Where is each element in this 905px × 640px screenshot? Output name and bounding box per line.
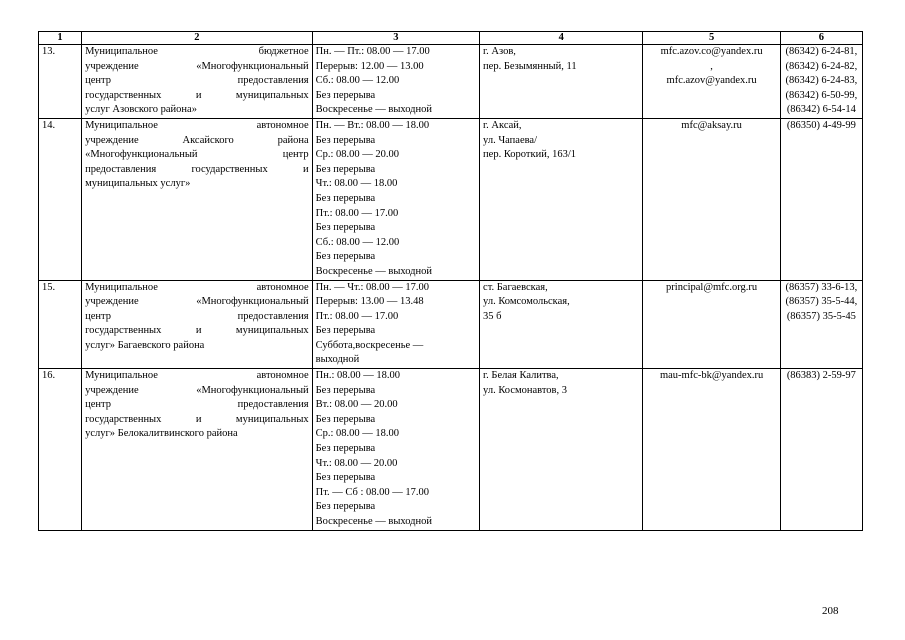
phones-line: (86357) 35-5-45 xyxy=(786,310,856,322)
email-line: , xyxy=(710,60,713,72)
email-line: mau-mfc-bk@yandex.ru xyxy=(659,370,764,382)
email-line: mfc.azov@yandex.ru xyxy=(666,75,757,87)
schedule-line: Перерыв: 13.00 — 13.48 xyxy=(315,296,424,308)
header-cell-4: 4 xyxy=(480,32,643,45)
schedule-line: Пт.: 08.00 — 17.00 xyxy=(315,207,399,219)
schedule-line: Без перерыва xyxy=(315,443,376,455)
phone-cell xyxy=(780,45,862,119)
schedule-cell xyxy=(312,280,479,369)
org-line: предоставления государственных и xyxy=(85,163,309,175)
org-line: государственных и муниципальных xyxy=(85,89,309,101)
schedule-line: Пн. — Вт.: 08.00 — 18.00 xyxy=(315,119,430,131)
organization-cell xyxy=(82,369,313,531)
row-number-cell: 14. xyxy=(39,118,82,280)
schedule-line: Без перерыва xyxy=(315,384,376,396)
address-line: ст. Багаевская, xyxy=(483,281,548,293)
schedule-line: Без перерыва xyxy=(315,251,376,263)
schedule-line: Сб.: 08.00 — 12.00 xyxy=(315,236,400,248)
org-line: услуг» Белокалитвинского района xyxy=(85,428,238,440)
schedule-line: Без перерыва xyxy=(315,222,376,234)
page-number: 208 xyxy=(822,605,839,617)
organization-cell xyxy=(82,280,313,369)
email-cell xyxy=(643,118,780,280)
schedule-line: Без перерыва xyxy=(315,501,376,513)
org-line: учреждение «Многофункциональный xyxy=(85,384,309,396)
schedule-line: Без перерыва xyxy=(315,325,376,337)
address-line: г. Аксай, xyxy=(483,119,522,131)
table-row xyxy=(39,369,863,531)
row-number-cell: 15. xyxy=(39,280,82,369)
schedule-cell xyxy=(312,118,479,280)
schedule-line: Ср.: 08.00 — 18.00 xyxy=(315,428,400,440)
email-line: principal@mfc.org.ru xyxy=(666,281,758,293)
phone-cell xyxy=(780,118,862,280)
org-line: учреждение «Многофункциональный xyxy=(85,296,309,308)
address-line: г. Азов, xyxy=(483,46,516,57)
address-cell xyxy=(480,45,643,119)
org-line: центр предоставления xyxy=(85,75,309,87)
phones-line: (86342) 6-24-81, xyxy=(785,46,858,57)
header-cell-5: 5 xyxy=(643,32,780,45)
schedule-line: Воскресенье — выходной xyxy=(315,516,432,527)
schedule-cell xyxy=(312,45,479,119)
address-cell xyxy=(480,280,643,369)
phones-line: (86342) 6-24-83, xyxy=(785,75,858,87)
schedule-line: Воскресенье — выходной xyxy=(315,265,432,277)
header-cell-2: 2 xyxy=(82,32,313,45)
phones-line: (86342) 6-24-82, xyxy=(785,60,858,72)
table-row xyxy=(39,45,863,119)
org-line: Муниципальное бюджетное xyxy=(85,46,309,57)
phones-line: (86342) 6-54-14 xyxy=(786,104,856,116)
schedule-line: Без перерыва xyxy=(315,89,376,101)
table-row xyxy=(39,280,863,369)
org-line: муниципальных услуг» xyxy=(85,178,191,190)
schedule-line: Без перерыва xyxy=(315,413,376,425)
mfc-table xyxy=(38,31,863,531)
email-line: mfc@aksay.ru xyxy=(681,119,742,131)
schedule-line: Чт.: 08.00 — 20.00 xyxy=(315,457,398,469)
org-line: государственных и муниципальных xyxy=(85,325,309,337)
header-cell-1: 1 xyxy=(39,32,82,45)
schedule-line: Пт. — Сб : 08.00 — 17.00 xyxy=(315,486,430,498)
schedule-line: Без перерыва xyxy=(315,192,376,204)
schedule-line: Суббота,воскресенье — xyxy=(315,339,424,351)
schedule-line: Чт.: 08.00 — 18.00 xyxy=(315,178,398,190)
address-line: г. Белая Калитва, xyxy=(483,370,559,382)
org-line: Муниципальное автономное xyxy=(85,281,309,293)
email-cell xyxy=(643,280,780,369)
org-line: услуг» Багаевского района xyxy=(85,339,205,351)
header-row xyxy=(39,32,863,45)
table-body xyxy=(39,45,863,531)
schedule-line: выходной xyxy=(315,354,360,366)
phones-line: (86383) 2-59-97 xyxy=(786,370,856,382)
schedule-line: Сб.: 08.00 — 12.00 xyxy=(315,75,400,87)
org-line: «Многофункциональный центр xyxy=(85,149,309,161)
schedule-line: Вт.: 08.00 — 20.00 xyxy=(315,399,398,411)
table-row xyxy=(39,118,863,280)
schedule-line: Пн.: 08.00 — 18.00 xyxy=(315,370,401,382)
org-line: центр предоставления xyxy=(85,399,309,411)
phones-line: (86357) 35-5-44, xyxy=(785,296,858,308)
schedule-line: Воскресенье — выходной xyxy=(315,104,432,116)
schedule-line: Без перерыва xyxy=(315,134,376,146)
email-cell xyxy=(643,45,780,119)
email-line: mfc.azov.co@yandex.ru xyxy=(660,46,763,57)
address-cell xyxy=(480,118,643,280)
schedule-cell xyxy=(312,369,479,531)
phones-line: (86357) 33-6-13, xyxy=(785,281,858,293)
org-line: учреждение Аксайского района xyxy=(85,134,309,146)
org-line: учреждение «Многофункциональный xyxy=(85,60,309,72)
address-line: ул. Чапаева/ xyxy=(483,134,538,146)
org-line: услуг Азовского района» xyxy=(85,104,197,116)
phones-line: (86350) 4-49-99 xyxy=(786,119,856,131)
organization-cell xyxy=(82,118,313,280)
header-cell-3: 3 xyxy=(312,32,479,45)
schedule-line: Без перерыва xyxy=(315,472,376,484)
address-line: 35 б xyxy=(483,310,502,322)
email-cell xyxy=(643,369,780,531)
phone-cell xyxy=(780,369,862,531)
schedule-line: Перерыв: 12.00 — 13.00 xyxy=(315,60,424,72)
org-line: Муниципальное автономное xyxy=(85,370,309,382)
schedule-line: Пн. — Пт.: 08.00 — 17.00 xyxy=(315,46,430,57)
phones-line: (86342) 6-50-99, xyxy=(785,89,858,101)
address-line: ул. Комсомольская, xyxy=(483,296,570,308)
org-line: центр предоставления xyxy=(85,310,309,322)
address-line: пер. Короткий, 163/1 xyxy=(483,149,577,161)
address-cell xyxy=(480,369,643,531)
row-number-cell: 13. xyxy=(39,45,82,119)
address-line: ул. Космонавтов, 3 xyxy=(483,384,568,396)
address-line: пер. Безымянный, 11 xyxy=(483,60,577,72)
header-cell-6: 6 xyxy=(780,32,862,45)
schedule-line: Ср.: 08.00 — 20.00 xyxy=(315,149,400,161)
organization-cell xyxy=(82,45,313,119)
org-line: Муниципальное автономное xyxy=(85,119,309,131)
phone-cell xyxy=(780,280,862,369)
row-number-cell: 16. xyxy=(39,369,82,531)
schedule-line: Пн. — Чт.: 08.00 — 17.00 xyxy=(315,281,430,293)
org-line: государственных и муниципальных xyxy=(85,413,309,425)
schedule-line: Пт.: 08.00 — 17.00 xyxy=(315,310,399,322)
schedule-line: Без перерыва xyxy=(315,163,376,175)
